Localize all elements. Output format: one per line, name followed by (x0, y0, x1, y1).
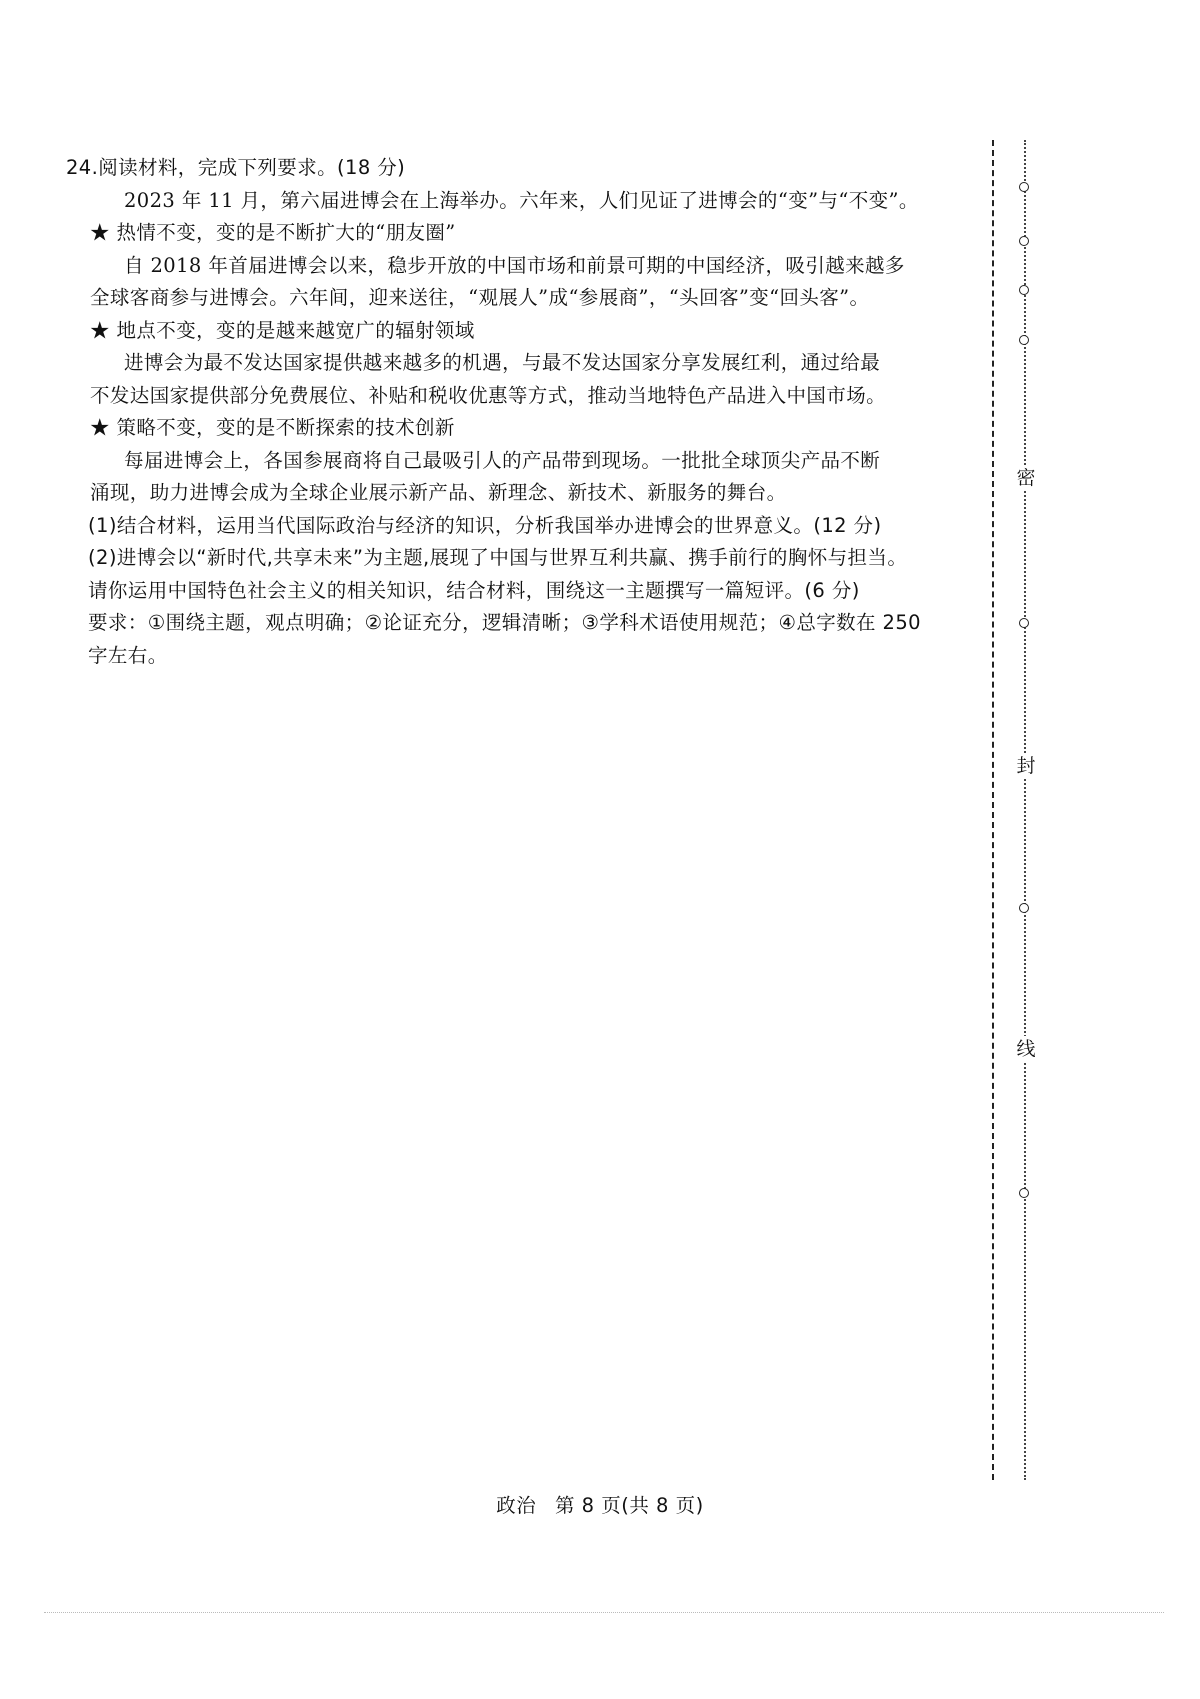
footer-subject: 政治 (496, 1494, 537, 1517)
material-intro: 2023 年 11 月，第六届进博会在上海举办。六年来，人们见证了进博会的“变”与“不变”。 (124, 188, 919, 212)
task-requirements: 要求：①围绕主题，观点明确；②论证充分，逻辑清晰；③学科术语使用规范；④总字数在 250 (88, 611, 921, 634)
scan-edge-divider (44, 1612, 1164, 1613)
section-1-line-1: 自 2018 年首届进博会以来，稳步开放的中国市场和前景可期的中国经济，吸引越来越多 (124, 253, 905, 277)
task-2-continued: 请你运用中国特色社会主义的相关知识，结合材料，围绕这一主题撰写一篇短评。(6 分) (88, 578, 860, 602)
footer-page-number: 第 8 页(共 8 页) (554, 1494, 704, 1517)
question-title: 24.阅读材料，完成下列要求。(18 分) (66, 156, 406, 179)
section-2-line-1: 进博会为最不发达国家提供越来越多的机遇，与最不发达国家分享发展红利，通过给最 (124, 351, 881, 374)
section-2-line-2: 不发达国家提供部分免费展位、补贴和税收优惠等方式，推动当地特色产品进入中国市场。 (90, 383, 887, 407)
section-3-line-2: 涌现，助力进博会成为全球企业展示新产品、新理念、新技术、新服务的舞台。 (90, 481, 787, 504)
binding-ring-icon (1019, 1188, 1029, 1198)
section-1-line-2: 全球客商参与进博会。六年间，迎来送往，“观展人”成“参展商”，“头回客”变“回头客”。 (90, 286, 870, 309)
binding-ring-icon (1019, 335, 1029, 345)
section-3-line-1: 每届进博会上，各国参展商将自己最吸引人的产品带到现场。一批批全球顶尖产品不断 (124, 448, 881, 472)
binding-ring-icon (1019, 285, 1029, 295)
task-1: (1)结合材料，运用当代国际政治与经济的知识，分析我国举办进博会的世界意义。(12 分) (88, 513, 882, 537)
task-requirements-continued: 字左右。 (88, 643, 168, 667)
question-24 (66, 152, 956, 672)
binding-ring-icon (1019, 236, 1029, 246)
page-footer (0, 1490, 1200, 1518)
task-2: (2)进博会以“新时代,共享未来”为主题,展现了中国与世界互利共赢、携手前行的胸怀与担当。 (88, 546, 908, 569)
section-heading-2: ★ 地点不变，变的是越来越宽广的辐射领域 (90, 318, 475, 342)
seal-char-mi: 密 (1014, 465, 1038, 491)
dashed-binding-line (992, 140, 994, 1480)
seal-char-xian: 线 (1014, 1036, 1038, 1062)
binding-ring-icon (1019, 182, 1029, 192)
binding-margin (992, 140, 1052, 1480)
seal-char-feng: 封 (1014, 753, 1038, 779)
section-heading-1: ★ 热情不变，变的是不断扩大的“朋友圈” (90, 221, 456, 244)
section-heading-3: ★ 策略不变，变的是不断探索的技术创新 (90, 416, 455, 439)
binding-ring-icon (1019, 618, 1029, 628)
binding-ring-icon (1019, 903, 1029, 913)
